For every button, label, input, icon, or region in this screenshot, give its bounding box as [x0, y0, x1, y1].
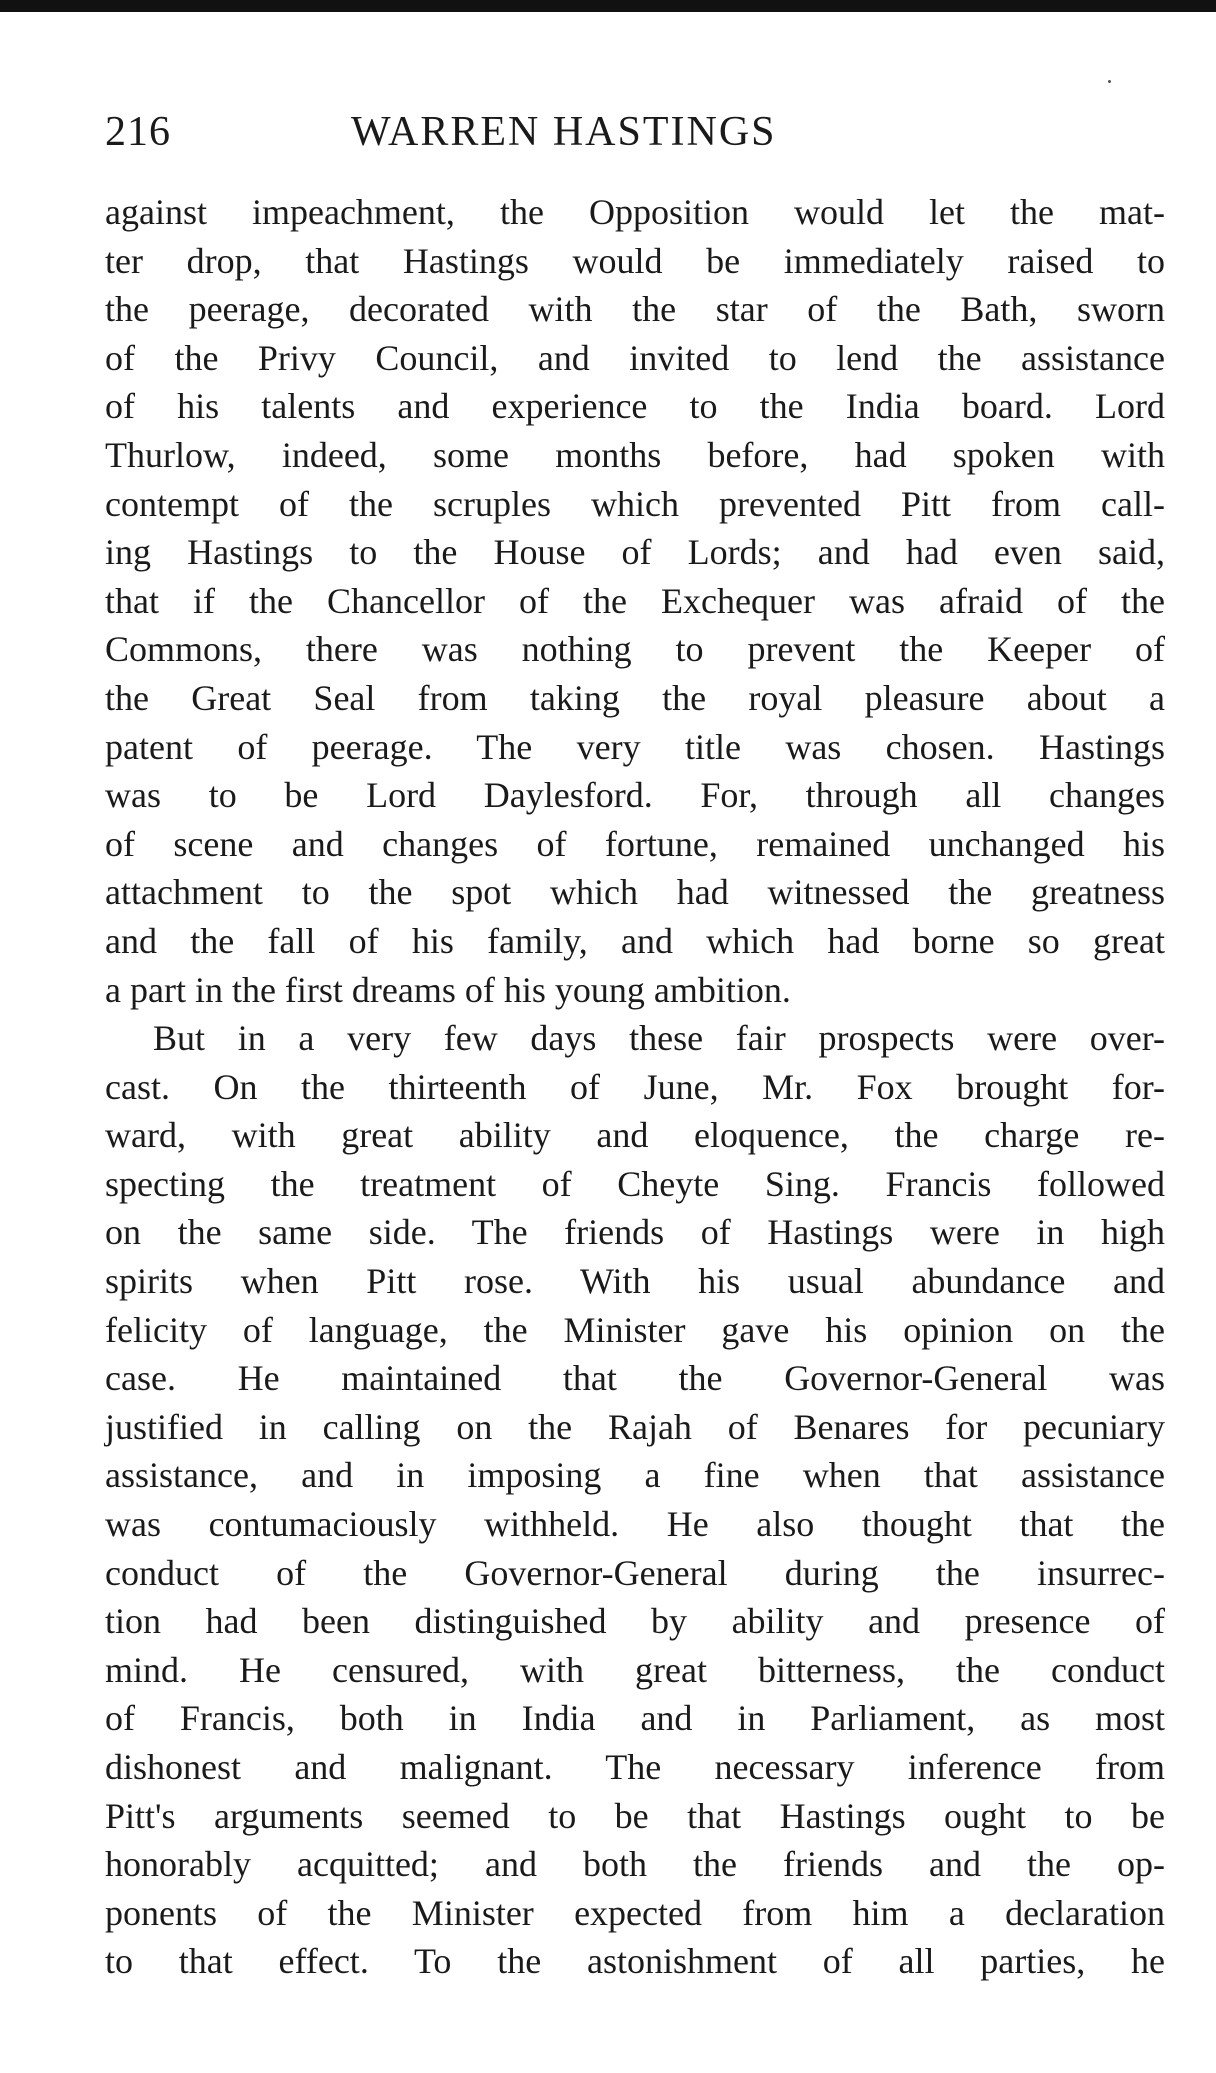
page-number: 216: [105, 109, 171, 155]
text-line: But in a very few days these fair prospects were over-: [153, 1018, 1165, 1059]
text-line: specting the treatment of Cheyte Sing. Francis followed: [105, 1163, 1165, 1204]
text-line: the Great Seal from taking the royal pleasure about a: [105, 677, 1165, 718]
text-line: that if the Chancellor of the Exchequer was afraid of the: [105, 580, 1165, 621]
text-line: a part in the first dreams of his young ambition.: [105, 969, 791, 1010]
book-page: [105, 108, 1165, 1986]
text-line: and the fall of his family, and which had borne so great: [105, 920, 1165, 961]
text-line: Pitt's arguments seemed to be that Hastings ought to be: [105, 1795, 1165, 1836]
text-line: was to be Lord Daylesford. For, through all changes: [105, 775, 1165, 816]
text-line: ing Hastings to the House of Lords; and had even said,: [105, 532, 1165, 573]
text-line: tion had been distinguished by ability and presence of: [105, 1601, 1165, 1642]
body-text: [105, 188, 1165, 1986]
top-border-rule: [0, 0, 1216, 12]
text-line: ter drop, that Hastings would be immediately raised to: [105, 240, 1165, 281]
ink-speck: [1108, 80, 1111, 83]
text-line: justified in calling on the Rajah of Benares for pecuniary: [105, 1406, 1165, 1447]
text-line: Commons, there was nothing to prevent the Keeper of: [105, 629, 1165, 670]
text-line: to that effect. To the astonishment of all parties, he: [105, 1941, 1165, 1982]
text-line: ward, with great ability and eloquence, the charge re-: [105, 1115, 1165, 1156]
text-line: felicity of language, the Minister gave his opinion on the: [105, 1309, 1165, 1350]
running-title: WARREN HASTINGS: [351, 109, 777, 155]
text-line: honorably acquitted; and both the friends and the op-: [105, 1844, 1165, 1885]
text-line: the peerage, decorated with the star of the Bath, sworn: [105, 289, 1165, 330]
text-line: of scene and changes of fortune, remained unchanged his: [105, 823, 1165, 864]
text-line: cast. On the thirteenth of June, Mr. Fox brought for-: [105, 1066, 1165, 1107]
paragraph-1: [105, 188, 1165, 1014]
text-line: mind. He censured, with great bitterness, the conduct: [105, 1649, 1165, 1690]
text-line: on the same side. The friends of Hastings were in high: [105, 1212, 1165, 1253]
text-line: ponents of the Minister expected from him a declaration: [105, 1892, 1165, 1933]
text-line: attachment to the spot which had witnessed the greatness: [105, 872, 1165, 913]
paragraph-2: [105, 1014, 1165, 1986]
text-line: Thurlow, indeed, some months before, had spoken with: [105, 434, 1165, 475]
text-line: against impeachment, the Opposition would let the mat-: [105, 192, 1165, 232]
text-line: of the Privy Council, and invited to lend the assistance: [105, 337, 1165, 378]
text-line: case. He maintained that the Governor-General was: [105, 1358, 1165, 1399]
text-line: spirits when Pitt rose. With his usual abundance and: [105, 1261, 1165, 1302]
running-head: [105, 108, 1165, 174]
text-line: of his talents and experience to the India board. Lord: [105, 386, 1165, 427]
text-line: of Francis, both in India and in Parliament, as most: [105, 1698, 1165, 1739]
text-line: dishonest and malignant. The necessary inference from: [105, 1747, 1165, 1787]
text-line: patent of peerage. The very title was chosen. Hastings: [105, 726, 1165, 767]
text-line: conduct of the Governor-General during the insurrec-: [105, 1552, 1165, 1593]
text-line: contempt of the scruples which prevented Pitt from call-: [105, 483, 1165, 524]
text-line: assistance, and in imposing a fine when that assistance: [105, 1455, 1165, 1496]
text-line: was contumaciously withheld. He also thought that the: [105, 1504, 1165, 1545]
